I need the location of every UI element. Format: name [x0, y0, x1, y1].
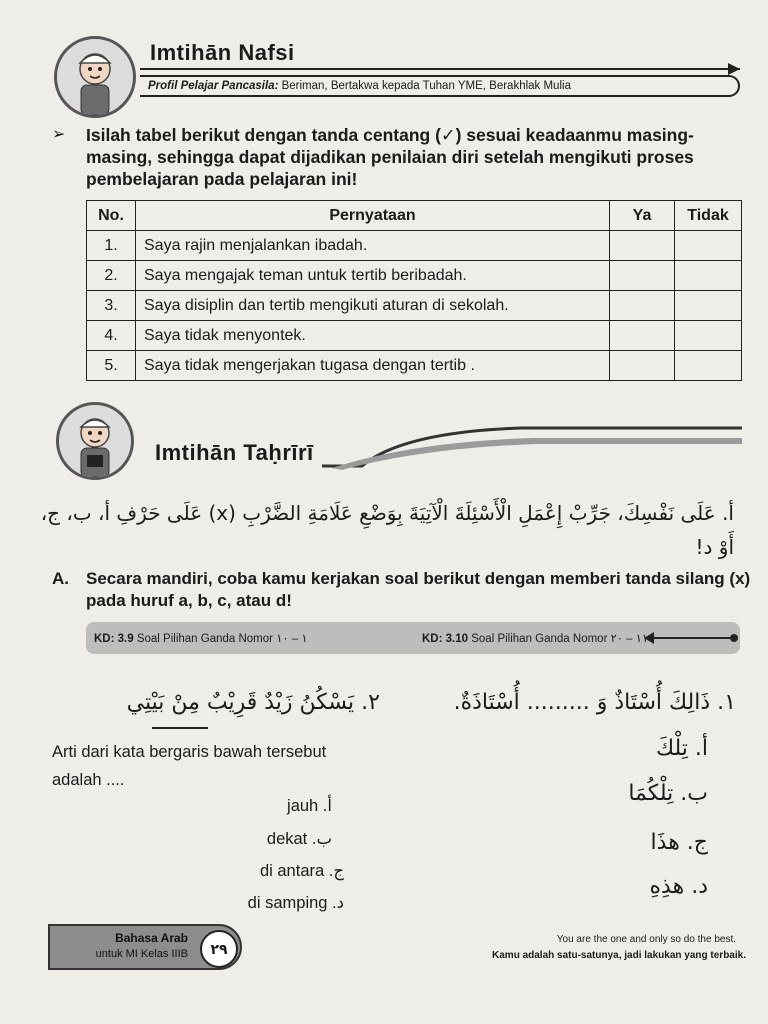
table-header-row	[87, 201, 742, 231]
question-2-prompt: Arti dari kata bergaris bawah tersebut adalah ....	[52, 743, 327, 789]
header-statement: Pernyataan	[136, 201, 610, 231]
arrow-left-icon	[644, 632, 654, 644]
question-1-arabic: ١. ذَالِكَ أُسْتَاذٌ وَ ......... أُسْتَاذَةٌ.	[453, 690, 736, 715]
row-statement: Saya rajin menjalankan ibadah.	[136, 231, 610, 261]
yes-cell[interactable]	[610, 321, 675, 351]
self-assessment-table	[86, 200, 742, 381]
row-statement: Saya tidak mengerjakan tugasa dengan tertib .	[136, 351, 610, 381]
student-avatar-illustration	[56, 402, 134, 480]
option-d[interactable]: di samping .د	[247, 894, 344, 912]
profile-text: Beriman, Bertakwa kepada Tuhan YME, Berakhlak Mulia	[281, 80, 571, 92]
profile-label: Profil Pelajar Pancasila:	[148, 80, 279, 92]
table-row	[87, 291, 742, 321]
yes-cell[interactable]	[610, 261, 675, 291]
row-number: 4.	[87, 321, 136, 351]
row-number: 1.	[87, 231, 136, 261]
decorative-swoosh	[322, 420, 742, 470]
table-row	[87, 231, 742, 261]
no-cell[interactable]	[675, 291, 742, 321]
option-b[interactable]: ب. تِلْكُمَا	[628, 781, 708, 806]
option-b[interactable]: dekat .ب	[266, 830, 332, 848]
arrow-line	[648, 637, 732, 639]
kd-info-bar	[86, 622, 740, 654]
table-row	[87, 261, 742, 291]
instruction-text: Isilah tabel berikut dengan tanda centang (✓) sesuai keadaanmu masing-masing, sehingga dapat dijadikan penilaian diri setelah mengikuti proses pembelajaran pada pelajaran ini!	[86, 125, 694, 189]
option-d[interactable]: د. هذِهِ	[649, 874, 708, 899]
kd-left-code: KD: 3.9	[94, 633, 134, 645]
part-label: A.	[52, 569, 69, 588]
quote-english: You are the one and only so do the best.	[556, 934, 736, 945]
kd-right-text: Soal Pilihan Ganda Nomor ١١ – ٢٠	[471, 633, 649, 645]
underline-marker	[152, 727, 208, 729]
profile-banner	[140, 75, 740, 97]
row-statement: Saya tidak menyontek.	[136, 321, 610, 351]
dot-icon	[730, 634, 738, 642]
header-no-answer: Tidak	[675, 201, 742, 231]
kd-left-text: Soal Pilihan Ganda Nomor ١ – ١٠	[136, 633, 308, 645]
yes-cell[interactable]	[610, 351, 675, 381]
quote-indonesian: Kamu adalah satu-satunya, jadi lakukan yang terbaik.	[492, 950, 746, 961]
page-number: ٢٩	[200, 930, 238, 968]
question-2-arabic: ٢. يَسْكُنُ زَيْدٌ قَرِيْبٌ مِنْ بَيْتِي	[126, 690, 380, 715]
footer-subject: Bahasa Arab	[115, 931, 188, 945]
table-row	[87, 321, 742, 351]
part-text: Secara mandiri, coba kamu kerjakan soal berikut dengan memberi tanda silang (x) pada huruf a, b, c, atau d!	[86, 569, 751, 610]
row-number: 5.	[87, 351, 136, 381]
row-statement: Saya mengajak teman untuk tertib beribadah.	[136, 261, 610, 291]
arabic-instruction: أ. عَلَى نَفْسِكَ، جَرِّبْ إِعْمَلِ الْأَسْئِلَةَ الْآتِيَةَ بِوَضْعِ عَلَامَةِ الضَّرْبِ (x) عَلَى حَرْفِ أ، ب، ج، أَوْ د!	[40, 501, 734, 559]
footer-badge	[48, 924, 242, 970]
option-c[interactable]: ج. هذَا	[650, 830, 708, 855]
row-number: 2.	[87, 261, 136, 291]
no-cell[interactable]	[675, 351, 742, 381]
option-a[interactable]: أ. تِلْكَ	[655, 736, 708, 761]
header-yes: Ya	[610, 201, 675, 231]
footer-class: untuk MI Kelas IIIB	[95, 948, 188, 960]
yes-cell[interactable]	[610, 231, 675, 261]
row-statement: Saya disiplin dan tertib mengikuti aturan di sekolah.	[136, 291, 610, 321]
header-divider	[140, 68, 740, 70]
kd-left-label	[94, 631, 308, 645]
arrow-right-icon	[728, 63, 740, 75]
kd-right-label	[422, 631, 648, 645]
section-title-self-assessment: Imtihān Nafsi	[150, 40, 295, 65]
kd-right-code: KD: 3.10	[422, 633, 469, 645]
header-no: No.	[87, 201, 136, 231]
table-row	[87, 351, 742, 381]
bullet-arrow-icon: ➢	[52, 126, 66, 143]
section-title-written-test: Imtihān Taḥrīrī	[155, 440, 314, 465]
no-cell[interactable]	[675, 321, 742, 351]
no-cell[interactable]	[675, 261, 742, 291]
student-avatar-illustration	[54, 36, 136, 118]
row-number: 3.	[87, 291, 136, 321]
yes-cell[interactable]	[610, 291, 675, 321]
option-a[interactable]: jauh .أ	[287, 797, 332, 815]
option-c[interactable]: di antara .ج	[259, 862, 344, 880]
no-cell[interactable]	[675, 231, 742, 261]
